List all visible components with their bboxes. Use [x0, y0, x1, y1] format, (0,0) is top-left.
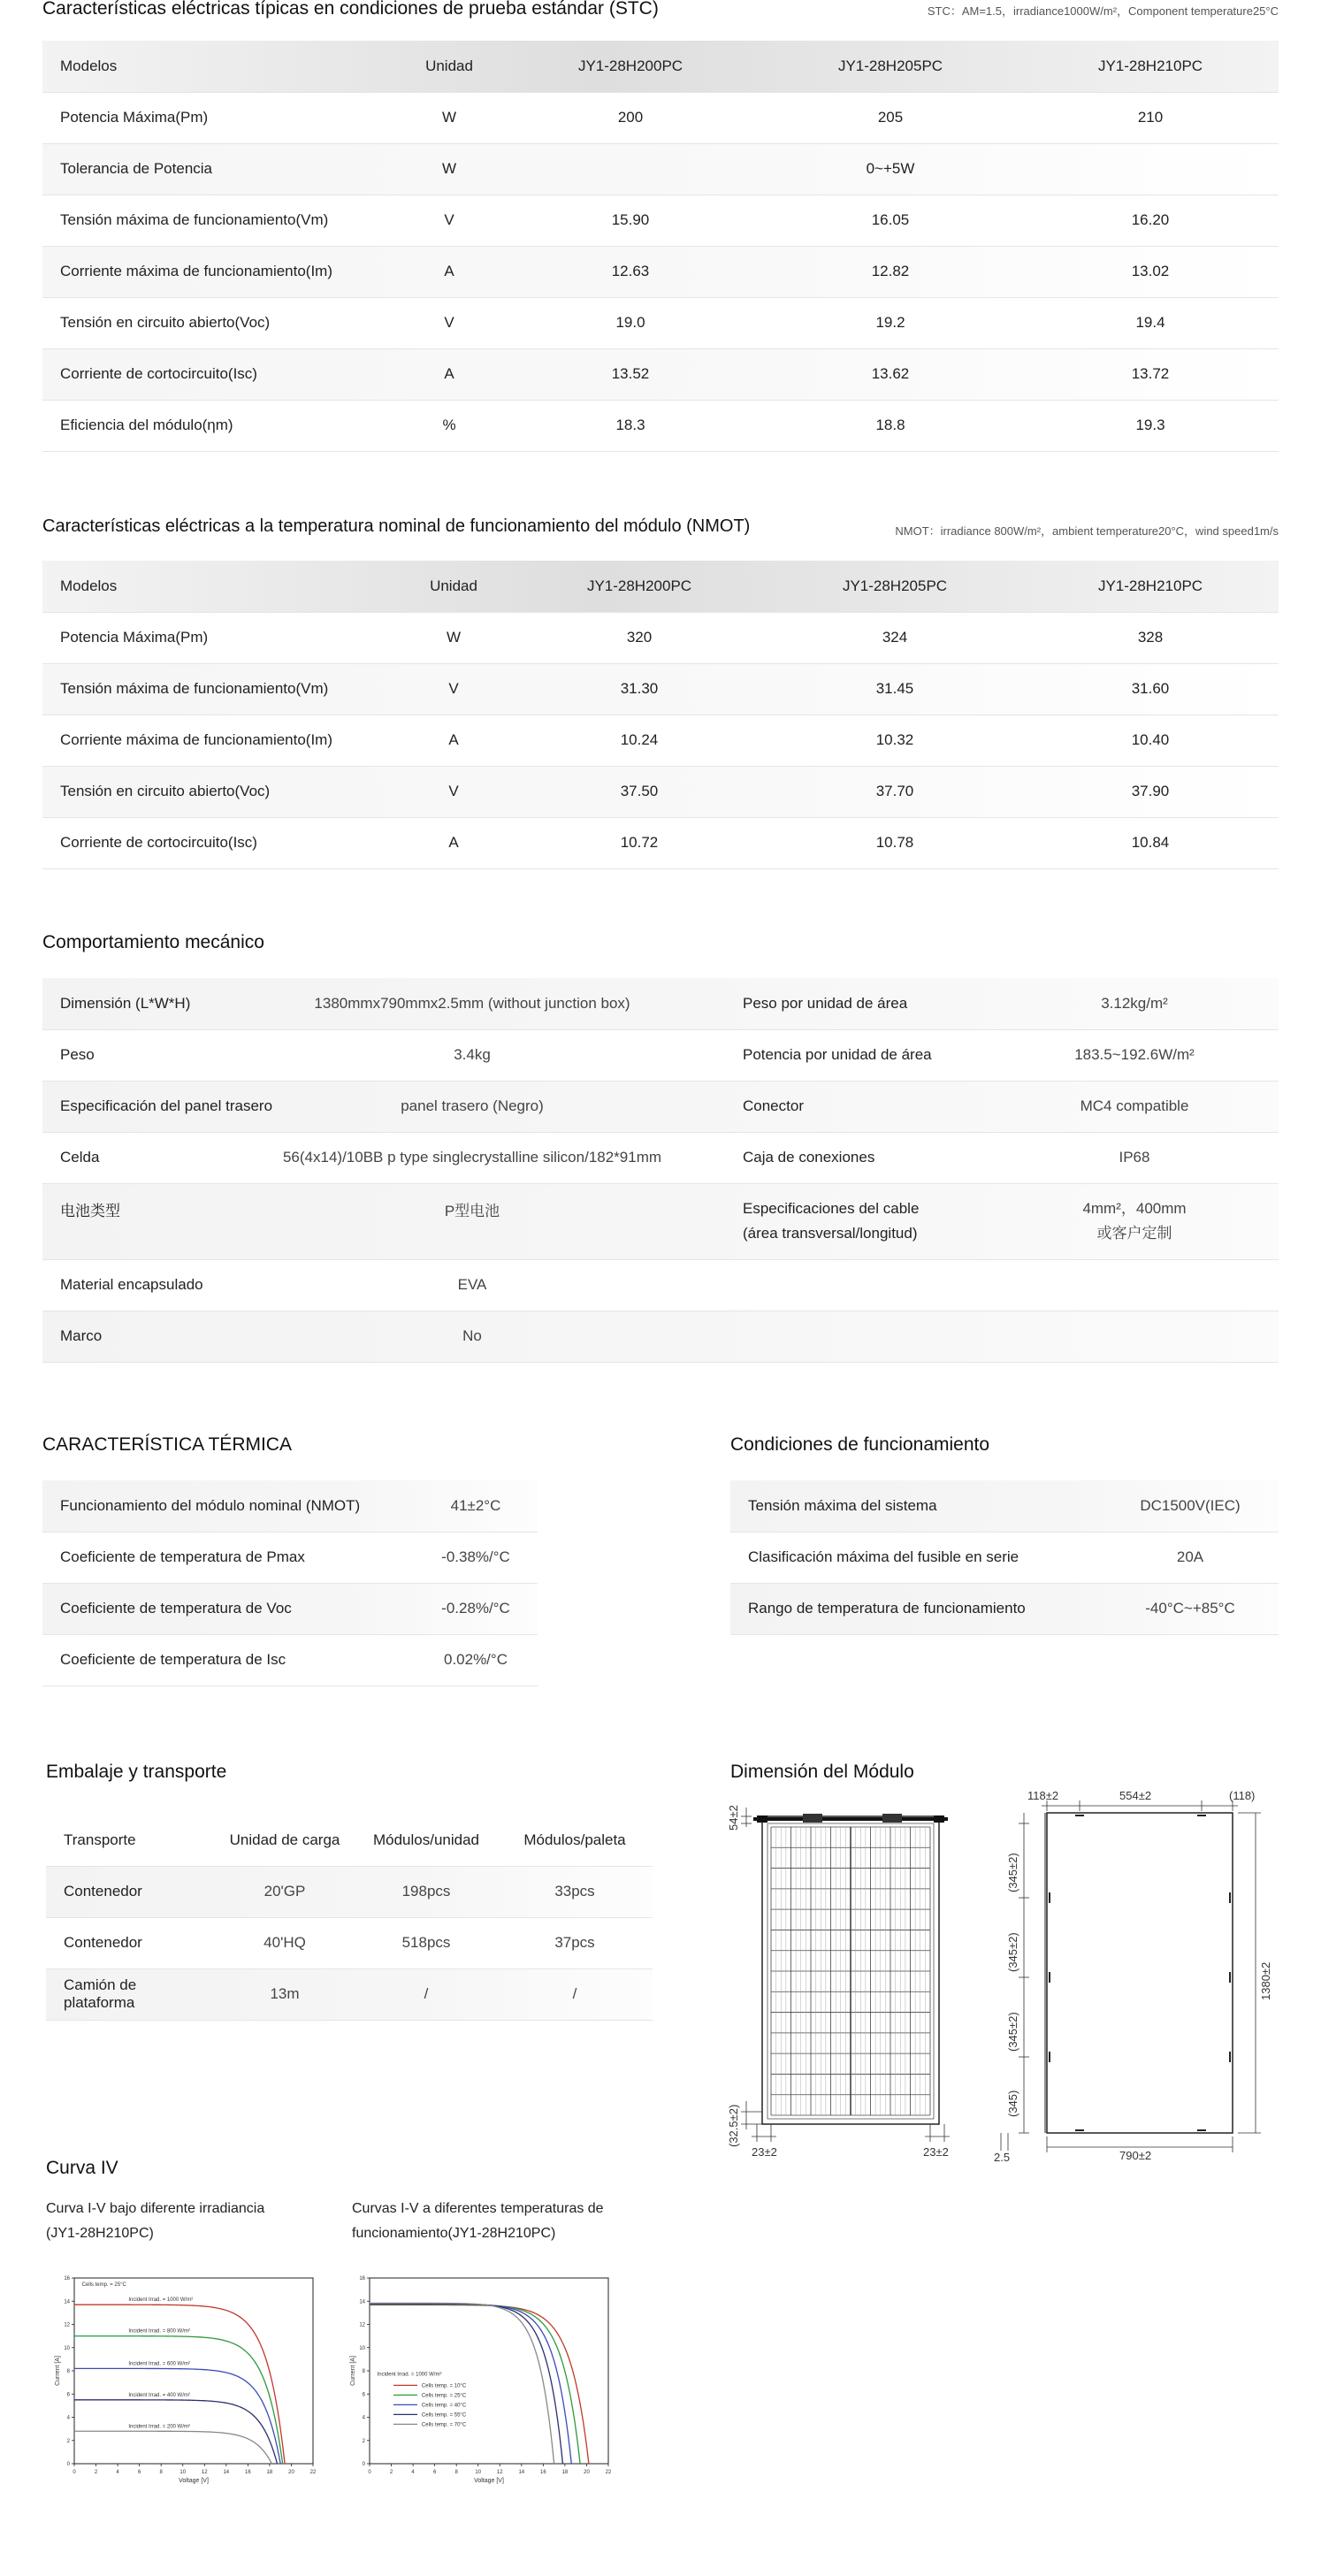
cell-value: 19.2 [759, 297, 1022, 348]
row-label: Tensión en circuito abierto(Voc) [42, 297, 396, 348]
back-seg2-dim: (345±2) [1006, 1932, 1019, 1972]
column-header: Transporte [46, 1815, 214, 1866]
x-tick-label: 10 [475, 2470, 482, 2475]
operating-value: DC1500V(IEC) [1102, 1480, 1279, 1532]
load-unit: 13m [214, 1968, 355, 2020]
y-tick-label: 14 [359, 2299, 365, 2305]
cell-value: 19.4 [1022, 297, 1279, 348]
cell-value: 10.72 [511, 817, 767, 868]
thermal-value: -0.28%/°C [414, 1583, 538, 1634]
y-tick-label: 14 [64, 2299, 70, 2305]
cell-value: 10.78 [767, 817, 1022, 868]
row-unit: V [396, 766, 511, 817]
back-top-right-dim: (118) [1229, 1789, 1256, 1802]
mech-label: Dimensión (L*W*H) [42, 978, 219, 1029]
cable-spec-value-line2: 或客户定制 [1096, 1225, 1172, 1242]
table-row [42, 978, 1279, 1029]
column-header: Unidad [396, 41, 502, 92]
mech-value: 183.5~192.6W/m² [990, 1029, 1279, 1081]
y-tick-label: 6 [362, 2392, 365, 2398]
table-row [42, 92, 1279, 143]
mech-label: Material encapsulado [42, 1259, 219, 1311]
operating-table [730, 1480, 1279, 1635]
x-axis-label: Voltage [V] [474, 2478, 504, 2484]
back-width-dim: 790±2 [1119, 2149, 1152, 2162]
row-label: Corriente de cortocircuito(Isc) [42, 817, 396, 868]
operating-label: Tensión máxima del sistema [730, 1480, 1102, 1532]
mech-label [725, 1183, 990, 1259]
row-label: Potencia Máxima(Pm) [42, 612, 396, 663]
mech-value: EVA [219, 1259, 725, 1311]
row-label: Eficiencia del módulo(ηm) [42, 400, 396, 451]
packaging-table [46, 1815, 653, 2021]
back-seg3-dim: (345±2) [1006, 2012, 1019, 2052]
modules-per-pallet: / [497, 1968, 653, 2020]
mech-value: 56(4x14)/10BB p type singlecrystalline silicon/182*91mm [219, 1132, 725, 1183]
module-back-drawing [994, 1788, 1277, 2163]
operating-label: Clasificación máxima del fusible en serie [730, 1532, 1102, 1583]
cell-value: 19.0 [502, 297, 759, 348]
table-row [42, 348, 1279, 400]
packaging-title: Embalaje y transporte [46, 1762, 227, 1782]
table-row [42, 1583, 538, 1634]
x-tick-label: 0 [368, 2470, 371, 2475]
table-row [42, 1183, 1279, 1259]
table-row [46, 1917, 653, 1968]
legend-label: Cells temp. = 55°C [421, 2412, 467, 2419]
front-br-dim: 23±2 [923, 2145, 949, 2159]
table-header-row [46, 1815, 653, 1866]
column-header: Modelos [42, 41, 396, 92]
column-header: JY1-28H210PC [1022, 561, 1279, 612]
y-tick-label: 16 [359, 2276, 365, 2282]
row-unit: A [396, 348, 502, 400]
row-unit: V [396, 663, 511, 715]
cell-value: 205 [759, 92, 1022, 143]
x-tick-label: 14 [518, 2470, 525, 2475]
x-tick-label: 8 [454, 2470, 458, 2475]
table-row [42, 400, 1279, 451]
series-label: Incident Irrad. = 400 W/m² [128, 2392, 190, 2398]
row-label: Potencia Máxima(Pm) [42, 92, 396, 143]
stc-table [42, 41, 1279, 452]
back-seg1-dim: (345±2) [1006, 1853, 1019, 1892]
back-panel-frame [1045, 1813, 1233, 2133]
table-row [42, 766, 1279, 817]
operating-value: 20A [1102, 1532, 1279, 1583]
back-top-left-dim: 118±2 [1027, 1789, 1059, 1802]
table-row [42, 195, 1279, 246]
mech-value [990, 1259, 1279, 1311]
y-tick-label: 2 [66, 2438, 70, 2444]
thermal-value: 0.02%/°C [414, 1634, 538, 1685]
transport-type: Contenedor [46, 1917, 214, 1968]
cell-value: 0~+5W [502, 143, 1279, 195]
row-label: Tensión en circuito abierto(Voc) [42, 766, 396, 817]
cell-value: 31.60 [1022, 663, 1279, 715]
column-header: JY1-28H210PC [1022, 41, 1279, 92]
legend-label: Cells temp. = 10°C [421, 2383, 467, 2389]
back-height-dim: 1380±2 [1259, 1961, 1272, 2000]
table-row [42, 1480, 538, 1532]
row-label: Corriente máxima de funcionamiento(Im) [42, 715, 396, 766]
x-tick-label: 0 [73, 2470, 76, 2475]
mech-label [725, 1311, 990, 1362]
y-tick-label: 2 [362, 2438, 365, 2444]
module-dim-title: Dimensión del Módulo [730, 1762, 914, 1782]
x-tick-label: 22 [309, 2470, 317, 2475]
x-tick-label: 20 [584, 2470, 590, 2475]
mech-label: Peso [42, 1029, 219, 1081]
operating-title: Condiciones de funcionamiento [730, 1434, 990, 1455]
mechanical-table [42, 978, 1279, 1363]
cell-value: 13.72 [1022, 348, 1279, 400]
chart-annotation: Incident Irrad. = 1000 W/m² [377, 2372, 442, 2378]
x-tick-label: 8 [159, 2470, 163, 2475]
x-tick-label: 14 [223, 2470, 230, 2475]
table-row [42, 143, 1279, 195]
thermal-value: -0.38%/°C [414, 1532, 538, 1583]
mech-value: MC4 compatible [990, 1081, 1279, 1132]
iv-title: Curva IV [46, 2158, 118, 2178]
row-unit: V [396, 195, 502, 246]
table-row [42, 1029, 1279, 1081]
legend-label: Cells temp. = 40°C [421, 2403, 467, 2409]
x-tick-label: 2 [94, 2470, 98, 2475]
y-tick-label: 4 [362, 2415, 365, 2421]
row-unit: A [396, 246, 502, 297]
x-tick-label: 10 [179, 2470, 187, 2475]
cell-value: 328 [1022, 612, 1279, 663]
table-row [46, 1968, 653, 2020]
cell-value: 10.24 [511, 715, 767, 766]
y-tick-label: 12 [359, 2322, 365, 2328]
mech-label: Potencia por unidad de área [725, 1029, 990, 1081]
row-unit: W [396, 92, 502, 143]
load-unit: 20'GP [214, 1866, 355, 1917]
column-header: Módulos/unidad [355, 1815, 497, 1866]
legend-label: Cells temp. = 25°C [421, 2393, 467, 2399]
table-row [42, 1634, 538, 1685]
operating-label: Rango de temperatura de funcionamiento [730, 1583, 1102, 1634]
mech-value: 1380mmx790mmx2.5mm (without junction box) [219, 978, 725, 1029]
thermal-value: 41±2°C [414, 1480, 538, 1532]
modules-per-unit: 518pcs [355, 1917, 497, 1968]
front-top-dim: 54±2 [727, 1805, 740, 1831]
row-unit: % [396, 400, 502, 451]
back-seg4-dim: (345) [1006, 2090, 1019, 2117]
column-header: Modelos [42, 561, 396, 612]
cable-spec-value-line1: 4mm²，400mm [1082, 1200, 1187, 1217]
mech-label: Marco [42, 1311, 219, 1362]
y-tick-label: 12 [64, 2322, 70, 2328]
nmot-title: Características eléctricas a la temperatura nominal de funcionamiento del módulo (NMOT) [42, 516, 751, 536]
cell-value: 10.84 [1022, 817, 1279, 868]
y-tick-label: 10 [359, 2345, 365, 2351]
table-row [730, 1480, 1279, 1532]
cable-spec-label-line1: Especificaciones del cable [743, 1200, 920, 1217]
legend-label: Cells temp. = 70°C [421, 2422, 467, 2428]
y-tick-label: 8 [362, 2369, 365, 2374]
cell-value: 13.62 [759, 348, 1022, 400]
mech-value: panel trasero (Negro) [219, 1081, 725, 1132]
iv-caption-irradiance [46, 2197, 329, 2246]
table-row [42, 246, 1279, 297]
cell-value: 10.40 [1022, 715, 1279, 766]
modules-per-unit: 198pcs [355, 1866, 497, 1917]
x-tick-label: 12 [201, 2470, 208, 2475]
x-tick-label: 22 [605, 2470, 612, 2475]
nmot-table [42, 561, 1279, 869]
cell-value: 19.3 [1022, 400, 1279, 451]
table-row [42, 1132, 1279, 1183]
y-tick-label: 0 [362, 2462, 365, 2467]
mech-value: P型电池 [219, 1183, 725, 1259]
table-header-row [42, 41, 1279, 92]
front-bottom-left-dim: (32.5±2) [727, 2104, 740, 2147]
row-label: Tolerancia de Potencia [42, 143, 396, 195]
y-tick-label: 8 [66, 2369, 70, 2374]
x-tick-label: 16 [540, 2470, 546, 2475]
mech-value [990, 1311, 1279, 1362]
stc-title: Características eléctricas típicas en condiciones de prueba estándar (STC) [42, 0, 659, 19]
row-unit: W [396, 612, 511, 663]
cell-value: 12.82 [759, 246, 1022, 297]
cell-value: 15.90 [502, 195, 759, 246]
thermal-label: Coeficiente de temperatura de Isc [42, 1634, 414, 1685]
modules-per-unit: / [355, 1968, 497, 2020]
mechanical-title: Comportamiento mecánico [42, 932, 264, 952]
table-row [42, 1311, 1279, 1362]
modules-per-pallet: 33pcs [497, 1866, 653, 1917]
column-header: Unidad de carga [214, 1815, 355, 1866]
x-tick-label: 2 [389, 2470, 393, 2475]
cell-value: 31.30 [511, 663, 767, 715]
table-row [42, 1259, 1279, 1311]
series-label: Incident Irrad. = 1000 W/m² [128, 2297, 194, 2304]
x-tick-label: 4 [116, 2470, 119, 2475]
table-row [42, 612, 1279, 663]
table-header-row [42, 561, 1279, 612]
y-tick-label: 0 [66, 2462, 70, 2467]
y-axis-label: Current [A] [350, 2356, 356, 2386]
mech-value: 3.4kg [219, 1029, 725, 1081]
mech-value: 3.12kg/m² [990, 978, 1279, 1029]
caption-line: Curva I-V bajo diferente irradiancia [46, 2201, 265, 2216]
y-tick-label: 6 [66, 2392, 70, 2398]
iv-chart-temperature [347, 2269, 622, 2490]
x-tick-label: 12 [496, 2470, 503, 2475]
mech-label: Conector [725, 1081, 990, 1132]
module-front-drawing [727, 1800, 966, 2163]
table-row [42, 1081, 1279, 1132]
column-header: JY1-28H205PC [759, 41, 1022, 92]
x-tick-label: 18 [561, 2470, 569, 2475]
cell-value: 200 [502, 92, 759, 143]
row-unit: A [396, 817, 511, 868]
row-label: Tensión máxima de funcionamiento(Vm) [42, 663, 396, 715]
thermal-label: Funcionamiento del módulo nominal (NMOT) [42, 1480, 414, 1532]
thermal-title: CARACTERÍSTICA TÉRMICA [42, 1434, 292, 1455]
table-row [42, 663, 1279, 715]
thermal-label: Coeficiente de temperatura de Pmax [42, 1532, 414, 1583]
cell-value: 320 [511, 612, 767, 663]
table-row [730, 1583, 1279, 1634]
cable-spec-label-line2: (área transversal/longitud) [743, 1225, 918, 1242]
mech-value: No [219, 1311, 725, 1362]
cell-value: 31.45 [767, 663, 1022, 715]
column-header: JY1-28H200PC [511, 561, 767, 612]
transport-type: Camión de plataforma [46, 1968, 214, 2020]
row-label: Corriente máxima de funcionamiento(Im) [42, 246, 396, 297]
nmot-note: NMOT：irradiance 800W/m²，ambient temperature20°C，wind speed1m/s [895, 524, 1279, 538]
x-axis-label: Voltage [V] [179, 2478, 209, 2484]
table-row [730, 1532, 1279, 1583]
mech-label: 电池类型 [42, 1183, 219, 1259]
row-label: Corriente de cortocircuito(Isc) [42, 348, 396, 400]
cell-value: 37.50 [511, 766, 767, 817]
table-row [46, 1866, 653, 1917]
row-unit: A [396, 715, 511, 766]
y-tick-label: 16 [64, 2276, 70, 2282]
mech-label [725, 1259, 990, 1311]
cell-value: 210 [1022, 92, 1279, 143]
mech-label: Caja de conexiones [725, 1132, 990, 1183]
stc-note: STC：AM=1.5，irradiance1000W/m²，Component temperature25°C [927, 4, 1279, 18]
mech-label: Celda [42, 1132, 219, 1183]
y-tick-label: 10 [64, 2345, 70, 2351]
front-bl-dim: 23±2 [752, 2145, 777, 2159]
modules-per-pallet: 37pcs [497, 1917, 653, 1968]
column-header: Módulos/paleta [497, 1815, 653, 1866]
mech-label: Especificación del panel trasero [42, 1081, 219, 1132]
cell-value: 12.63 [502, 246, 759, 297]
transport-type: Contenedor [46, 1866, 214, 1917]
mech-label: Peso por unidad de área [725, 978, 990, 1029]
series-label: Incident Irrad. = 600 W/m² [128, 2361, 190, 2367]
x-tick-label: 4 [411, 2470, 415, 2475]
column-header: Unidad [396, 561, 511, 612]
x-tick-label: 16 [245, 2470, 251, 2475]
cell-value: 37.70 [767, 766, 1022, 817]
x-tick-label: 20 [288, 2470, 294, 2475]
cell-value: 16.20 [1022, 195, 1279, 246]
y-axis-label: Current [A] [55, 2356, 61, 2386]
table-row [42, 715, 1279, 766]
caption-line: funcionamiento(JY1-28H210PC) [352, 2226, 556, 2241]
row-label: Tensión máxima de funcionamiento(Vm) [42, 195, 396, 246]
cell-value: 18.8 [759, 400, 1022, 451]
load-unit: 40'HQ [214, 1917, 355, 1968]
row-unit: V [396, 297, 502, 348]
y-tick-label: 4 [66, 2415, 70, 2421]
x-tick-label: 6 [432, 2470, 437, 2475]
row-unit: W [396, 143, 502, 195]
thermal-table [42, 1480, 538, 1686]
x-tick-label: 6 [137, 2470, 141, 2475]
cell-value: 18.3 [502, 400, 759, 451]
cell-value: 13.52 [502, 348, 759, 400]
operating-value: -40°C~+85°C [1102, 1583, 1279, 1634]
column-header: JY1-28H205PC [767, 561, 1022, 612]
chart-annotation: Cells temp. = 25°C [81, 2282, 126, 2288]
thermal-label: Coeficiente de temperatura de Voc [42, 1583, 414, 1634]
series-label: Incident Irrad. = 200 W/m² [128, 2424, 190, 2430]
caption-line: (JY1-28H210PC) [46, 2226, 154, 2241]
series-label: Incident Irrad. = 800 W/m² [128, 2328, 190, 2335]
iv-caption-temperature [352, 2197, 653, 2246]
cell-value: 10.32 [767, 715, 1022, 766]
table-row [42, 297, 1279, 348]
cell-value: 324 [767, 612, 1022, 663]
table-row [42, 817, 1279, 868]
cell-value: 37.90 [1022, 766, 1279, 817]
iv-chart-irradiance [51, 2269, 327, 2490]
mech-value [990, 1183, 1279, 1259]
table-row [42, 1532, 538, 1583]
x-tick-label: 18 [266, 2470, 273, 2475]
back-top-mid-dim: 554±2 [1119, 1789, 1152, 1802]
column-header: JY1-28H200PC [502, 41, 759, 92]
cell-value: 16.05 [759, 195, 1022, 246]
back-thickness-dim: 2.5 [994, 2151, 1011, 2163]
caption-line: Curvas I-V a diferentes temperaturas de [352, 2201, 604, 2216]
cell-value: 13.02 [1022, 246, 1279, 297]
mech-value: IP68 [990, 1132, 1279, 1183]
